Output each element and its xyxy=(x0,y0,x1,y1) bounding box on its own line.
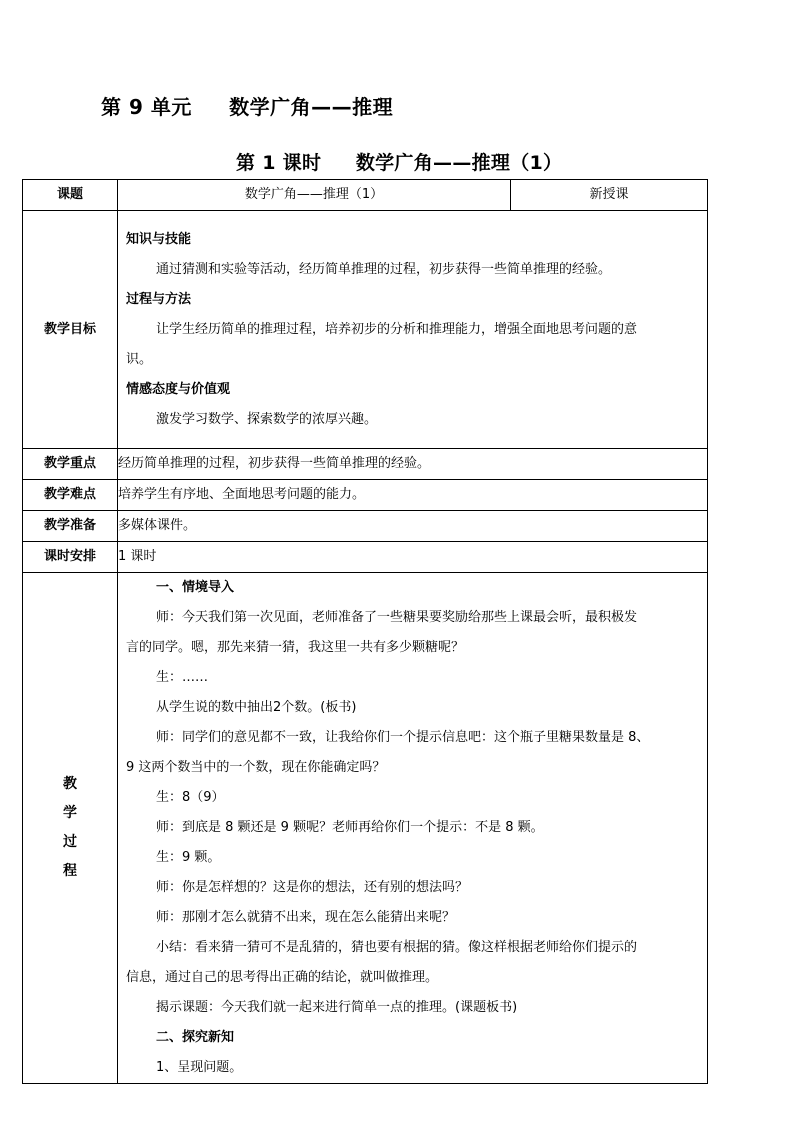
row-process-label xyxy=(23,573,118,1084)
lesson-plan-table xyxy=(22,179,708,1084)
row-topic-label: 课题 xyxy=(23,180,118,211)
process-label-char: 过 xyxy=(63,834,77,850)
process-content xyxy=(118,573,708,1084)
process-line: 揭示课题：今天我们就一起来进行简单一点的推理。(课题板书) xyxy=(156,1000,518,1015)
goal-text: 识。 xyxy=(126,351,153,367)
row-topic xyxy=(23,180,708,211)
process-line: 生：9 颗。 xyxy=(156,850,221,865)
process-line: 师：那刚才怎么就猜不出来，现在怎么能猜出来呢？ xyxy=(156,910,456,925)
process-line: 生：…… xyxy=(156,670,209,685)
schedule-value: 1 课时 xyxy=(118,542,708,573)
process-line: 信息，通过自己的思考得出正确的结论，就叫做推理。 xyxy=(126,970,439,985)
unit-title: 第 9 单元 数学广角——推理 xyxy=(101,95,394,119)
process-line: 师：今天我们第一次见面，老师准备了一些糖果要奖励给那些上课最会听，最积极发 xyxy=(156,610,638,625)
prep-value: 多媒体课件。 xyxy=(118,511,708,542)
goal-section-title: 过程与方法 xyxy=(126,291,192,307)
row-goals xyxy=(23,211,708,449)
row-process xyxy=(23,573,708,1084)
goal-section-title: 知识与技能 xyxy=(126,231,192,247)
row-difficulty-label: 教学难点 xyxy=(23,480,118,511)
process-line: 生：8（9） xyxy=(156,790,225,805)
row-key-label: 教学重点 xyxy=(23,449,118,480)
lesson-type: 新授课 xyxy=(511,180,708,211)
row-key-point xyxy=(23,449,708,480)
process-line: 师：到底是 8 颗还是 9 颗呢？老师再给你们一个提示：不是 8 颗。 xyxy=(156,820,544,835)
process-label-char: 教 xyxy=(63,776,77,792)
row-difficulty xyxy=(23,480,708,511)
process-line: 1、呈现问题。 xyxy=(156,1060,243,1075)
row-schedule xyxy=(23,542,708,573)
goal-text: 通过猜测和实验等活动，经历简单推理的过程，初步获得一些简单推理的经验。 xyxy=(156,261,612,277)
row-prep-label: 教学准备 xyxy=(23,511,118,542)
process-line: 9 这两个数当中的一个数，现在你能确定吗？ xyxy=(126,760,386,775)
difficulty-value: 培养学生有序地、全面地思考问题的能力。 xyxy=(118,480,708,511)
process-line: 小结：看来猜一猜可不是乱猜的，猜也要有根据的猜。像这样根据老师给你们提示的 xyxy=(156,940,638,955)
process-line: 从学生说的数中抽出2个数。(板书) xyxy=(156,700,357,715)
goal-section-title: 情感态度与价值观 xyxy=(126,381,231,397)
process-heading: 一、情境导入 xyxy=(156,580,235,595)
topic-value: 数学广角——推理（1） xyxy=(118,180,511,211)
process-line: 师：你是怎样想的？这是你的想法，还有别的想法吗？ xyxy=(156,880,469,895)
process-heading: 二、探究新知 xyxy=(156,1030,235,1045)
row-preparation xyxy=(23,511,708,542)
lesson-title: 第 1 课时 数学广角——推理（1） xyxy=(236,152,563,174)
row-schedule-label: 课时安排 xyxy=(23,542,118,573)
goals-content xyxy=(118,211,708,449)
process-line: 师：同学们的意见都不一致，让我给你们一个提示信息吧：这个瓶子里糖果数量是 8、 xyxy=(156,730,650,745)
key-point-value: 经历简单推理的过程，初步获得一些简单推理的经验。 xyxy=(118,449,708,480)
row-goals-label: 教学目标 xyxy=(23,211,118,449)
process-label-char: 程 xyxy=(63,863,77,879)
process-line: 言的同学。嗯，那先来猜一猜，我这里一共有多少颗糖呢？ xyxy=(126,640,465,655)
goal-text: 激发学习数学、探索数学的浓厚兴趣。 xyxy=(156,411,378,427)
goal-text: 让学生经历简单的推理过程，培养初步的分析和推理能力，增强全面地思考问题的意 xyxy=(156,321,638,337)
process-label-char: 学 xyxy=(63,805,77,821)
